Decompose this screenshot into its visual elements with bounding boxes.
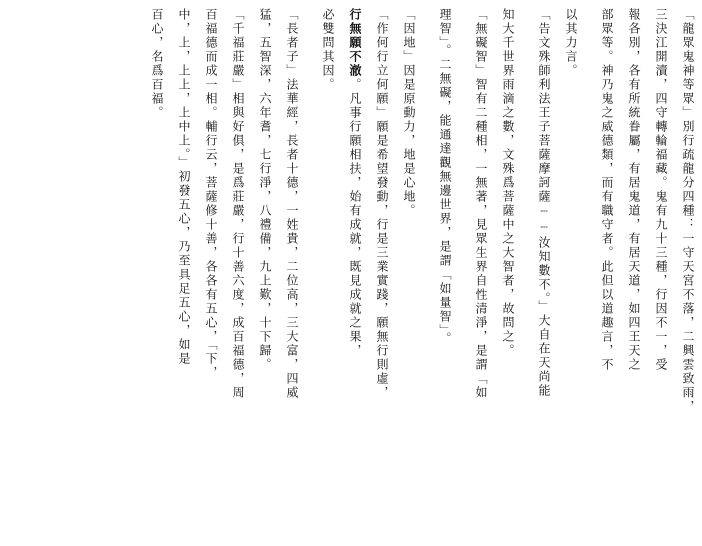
text-column-3: 報各別，各有所統眷屬，有居鬼道，有居天道，如四王天之 bbox=[627, 8, 641, 372]
text-column-4: 部眾等。神乃鬼之威德類，而有職守者。此但以道趣言，不 bbox=[600, 8, 614, 372]
text-column-11: 「作何行立何願」願是希望發動，行是三業實踐，願無行則虛， bbox=[375, 8, 389, 400]
text-column-9: 理智」。二無礙，能通達觀無邊世界，是謂「如量智」。 bbox=[438, 8, 452, 346]
text-column-1: 「龍眾鬼神等眾」別行疏龍分四種：一守天宮不落，二興雲致雨， bbox=[681, 8, 695, 414]
text-column-19: 百心，名爲百福。 bbox=[150, 8, 164, 120]
text-column-2: 三決江開瀆，四守轉輪福藏。鬼有九十三種，行因不一，受 bbox=[654, 8, 668, 372]
emphasized-phrase: 行無願不澈 bbox=[348, 8, 362, 78]
text-column-13: 必雙問其因。 bbox=[321, 8, 335, 92]
text-column-18: 中，上，上上，上中上。」初發五心，乃至具足五心，如是 bbox=[177, 8, 191, 366]
text-column-6: 「告文殊師利法王子菩薩摩訶薩┈┈汝知數不。」大自在天尚能 bbox=[537, 8, 551, 398]
text-column-14: 「長者子」法華經，長者十德，一姓貴，二位高，三大富，四威 bbox=[285, 8, 299, 400]
text-column-5: 以其力言。 bbox=[564, 8, 578, 78]
text-column-15: 猛，五智深，六年耆，七行淨，八禮備，九上歎，十下歸。 bbox=[258, 8, 272, 372]
column-12-rest: 。凡事行願相扶，始有成就，既見成就之果， bbox=[348, 78, 362, 358]
text-column-12 bbox=[343, 8, 367, 544]
text-column-7: 知大千世界雨滴之數，文殊爲菩薩中之大智者，故問之。 bbox=[501, 8, 515, 358]
text-column-17: 百福德而成一相。輔行云，菩薩修十善，各各有五心，「下， bbox=[204, 8, 218, 380]
text-column-8: 「無礙智」智有二種相，一無著，見眾生界自性清淨，是謂「如 bbox=[474, 8, 488, 400]
text-column-10: 「因地」因是原動力，地是心地。 bbox=[402, 8, 416, 218]
text-column-16: 「千福莊嚴」相與好俱，是爲莊嚴，行十善六度，成百福德，周 bbox=[231, 8, 245, 400]
